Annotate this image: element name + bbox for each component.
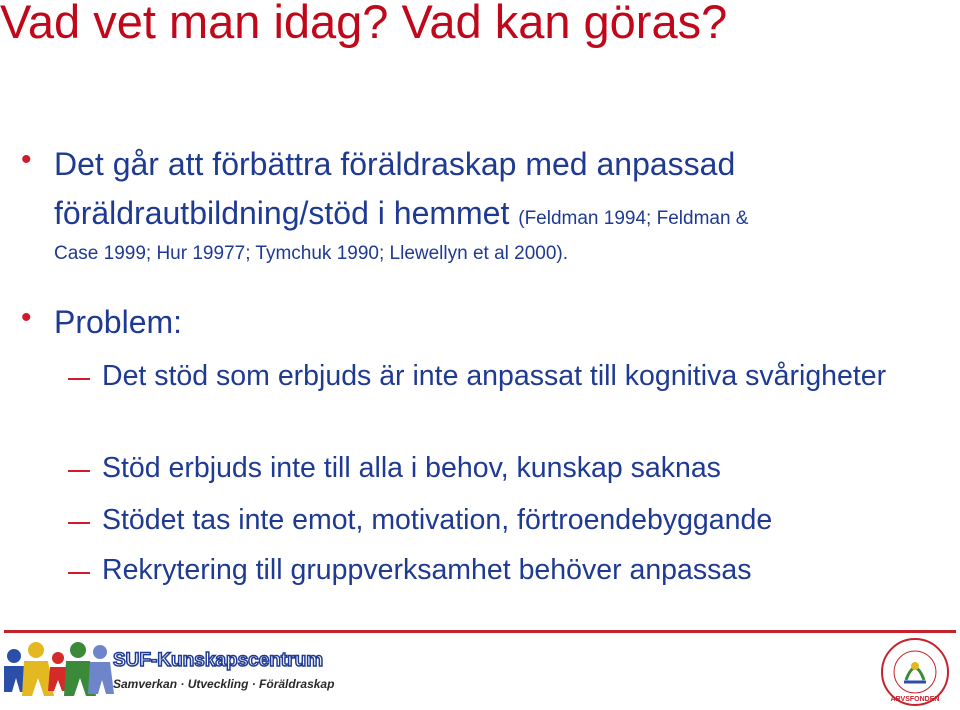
bullet-1-citation-a: (Feldman 1994; Feldman & [518, 208, 749, 229]
dash-icon [68, 572, 90, 574]
bullet-item-1 [21, 140, 951, 269]
footer-divider [4, 630, 956, 633]
sub-item-2 [68, 448, 948, 488]
bullet-dot-icon: • [21, 143, 32, 176]
slide-title: Vad vet man idag? Vad kan göras? [0, 0, 728, 48]
bullet-dot-icon: • [21, 301, 32, 334]
logo-name-text: SUF-Kunskapscentrum [113, 650, 324, 671]
dash-icon [68, 470, 90, 472]
seal-label-text: ARVSFONDEN [890, 696, 940, 703]
dash-icon [68, 378, 90, 380]
sub-item-3 [68, 500, 948, 540]
bullet-item-2 [21, 298, 951, 347]
bullet-1-main-text: Det går att förbättra föräldraskap med anpassad föräldrautbildning/stöd i hemmet [54, 146, 736, 231]
bullet-2-text: Problem: [54, 304, 183, 340]
dash-icon [68, 522, 90, 524]
sub-item-1 [68, 356, 948, 396]
bullet-1-citation-b: Case 1999; Hur 19977; Tymchuk 1990; Llewellyn et al 2000). [54, 243, 569, 264]
sub-item-text: Stödet tas inte emot, motivation, förtroendebyggande [102, 504, 773, 536]
logo-tagline-text: Samverkan · Utveckling · Föräldraskap [113, 677, 335, 691]
sub-item-text: Stöd erbjuds inte till alla i behov, kunskap saknas [102, 452, 721, 484]
sub-item-text: Det stöd som erbjuds är inte anpassat till kognitiva svårigheter [102, 360, 887, 392]
seal-label [876, 636, 954, 708]
sub-item-text: Rekrytering till gruppverksamhet behöver anpassas [102, 554, 752, 586]
sub-item-4 [68, 550, 948, 590]
bullet-text [54, 140, 951, 269]
